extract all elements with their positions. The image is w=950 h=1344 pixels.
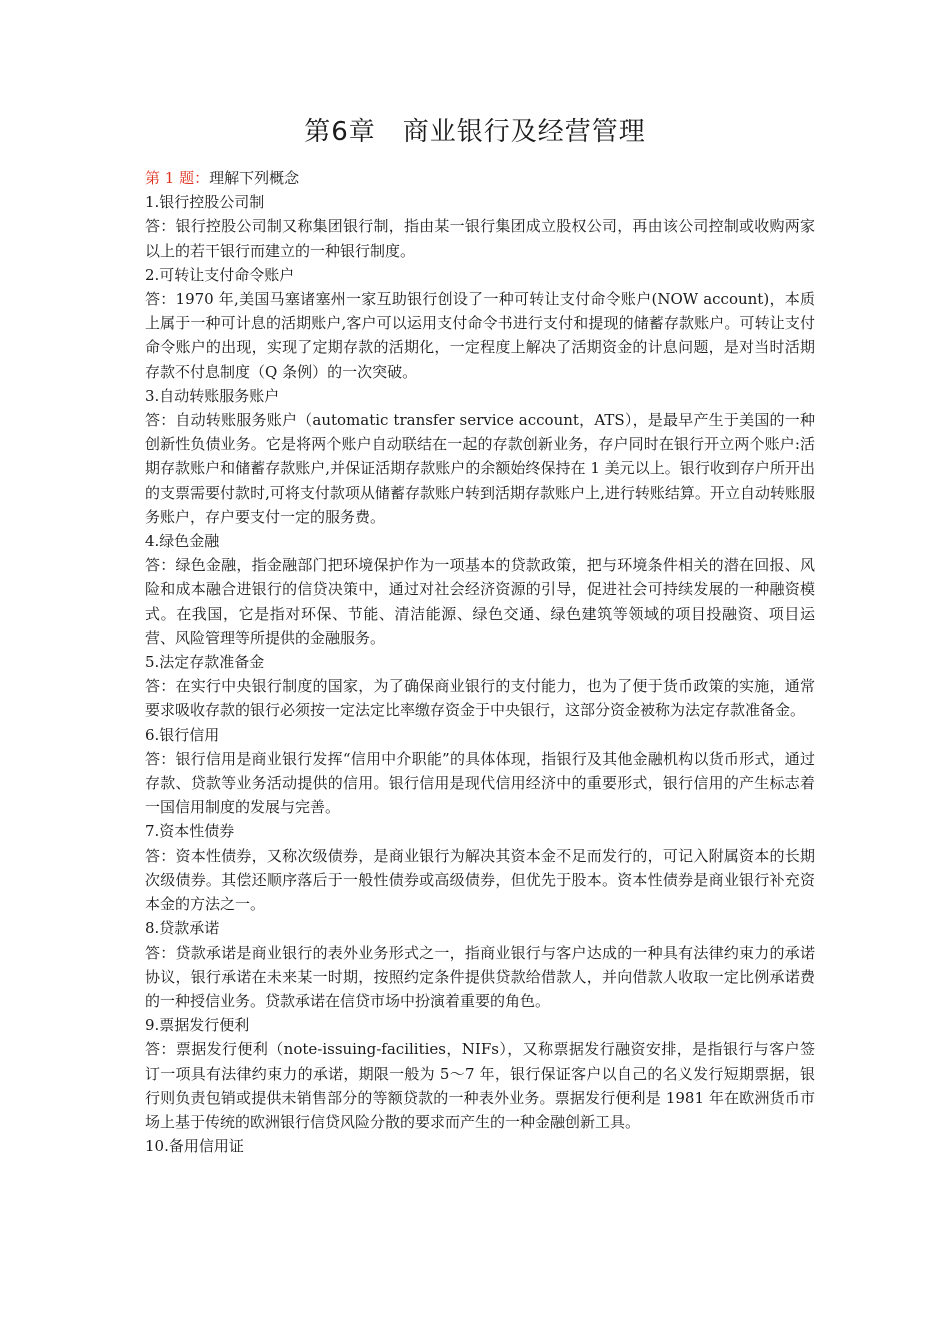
answer-text: 答：贷款承诺是商业银行的表外业务形式之一，指商业银行与客户达成的一种具有法律约束力的承诺协议，银行承诺在未来某一时期，按照约定条件提供贷款给借款人，并向借款人收取一定比例承诺费的一种授信业务。贷款承诺在信贷市场中扮演着重要的角色。 — [145, 943, 815, 1010]
term-heading: 7.资本性债券 — [145, 822, 235, 841]
answer-text: 答：票据发行便利（note-issuing-facilities，NIFs），又称票据发行融资安排，是指银行与客户签订一项具有法律约束力的承诺，期限一般为 5～7 年，银行保证客户以自己的名义发行短期票据，银行则负责包销或提供未销售部分的等额贷款的一种表外业务。票据发行便利是 1981 年在欧洲货币市场上基于传统的欧洲银行信贷风险分散的要求而产生的一种金融创新工具。 — [145, 1040, 815, 1131]
term-heading: 5.法定存款准备金 — [145, 653, 265, 672]
term-heading: 3.自动转账服务账户 — [145, 386, 280, 405]
term-heading: 2.可转让支付命令账户 — [145, 265, 295, 284]
term-heading: 9.票据发行便利 — [145, 1016, 250, 1035]
answer-text: 答：银行信用是商业银行发挥“信用中介职能”的具体体现，指银行及其他金融机构以货币形式，通过存款、贷款等业务活动提供的信用。银行信用是现代信用经济中的重要形式，银行信用的产生标志着一国信用制度的发展与完善。 — [145, 749, 815, 817]
term-heading: 6.银行信用 — [145, 725, 220, 744]
question-text: 理解下列概念 — [209, 169, 300, 187]
answer-text: 答：在实行中央银行制度的国家，为了确保商业银行的支付能力，也为了便于货币政策的实施，通常要求吸收存款的银行必须按一定法定比率缴存资金于中央银行，这部分资金被称为法定存款准备金。 — [145, 677, 815, 720]
answer-text: 答：银行控股公司制又称集团银行制，指由某一银行集团成立股权公司，再由该公司控制或收购两家以上的若干银行而建立的一种银行制度。 — [145, 217, 815, 260]
answer-text: 答：绿色金融，指金融部门把环境保护作为一项基本的贷款政策，把与环境条件相关的潜在回报、风险和成本融合进银行的信贷决策中，通过对社会经济资源的引导，促进社会可持续发展的一种融资模式。在我国，它是指对环保、节能、清洁能源、绿色交通、绿色建筑等领域的项目投融资、项目运营、风险管理等所提供的金融服务。 — [145, 556, 815, 647]
question-heading — [145, 166, 815, 190]
term-heading: 1.银行控股公司制 — [145, 193, 265, 212]
answer-text: 答：资本性债券，又称次级债券，是商业银行为解决其资本金不足而发行的，可记入附属资本的长期次级债券。其偿还顺序落后于一般性债券或高级债券，但优先于股本。资本性债券是商业银行补充资本金的方法之一。 — [145, 846, 815, 914]
term-heading: 4.绿色金融 — [145, 532, 220, 551]
term-heading: 10.备用信用证 — [145, 1137, 244, 1156]
document-body — [145, 166, 815, 1158]
answer-text: 答：自动转账服务账户（automatic transfer service account，ATS），是最早产生于美国的一种创新性负债业务。它是将两个账户自动联结在一起的存款创新业务，存户同时在银行开立两个账户:活期存款账户和储蓄存款账户,并保证活期存款账户的余额始终保持在 1 美元以上。银行收到存户所开出的支票需要付款时,可将支付款项从储蓄存款账户转到活期存款账户上,进行转账结算。开立自动转账服务账户，存户要支付一定的服务费。 — [145, 411, 815, 526]
answer-text: 答：1970 年,美国马塞诸塞州一家互助银行创设了一种可转让支付命令账户(NOW account)，本质上属于一种可计息的活期账户,客户可以运用支付命令书进行支付和提现的储蓄存款账户。可转让支付命令账户的出现，实现了定期存款的活期化，一定程度上解决了活期资金的计息问题，是对当时活期存款不付息制度（Q 条例）的一次突破。 — [145, 290, 815, 381]
term-heading: 8.贷款承诺 — [145, 919, 220, 938]
question-number: 第 1 题： — [145, 169, 210, 187]
chapter-title: 第6章 商业银行及经营管理 — [304, 117, 646, 147]
